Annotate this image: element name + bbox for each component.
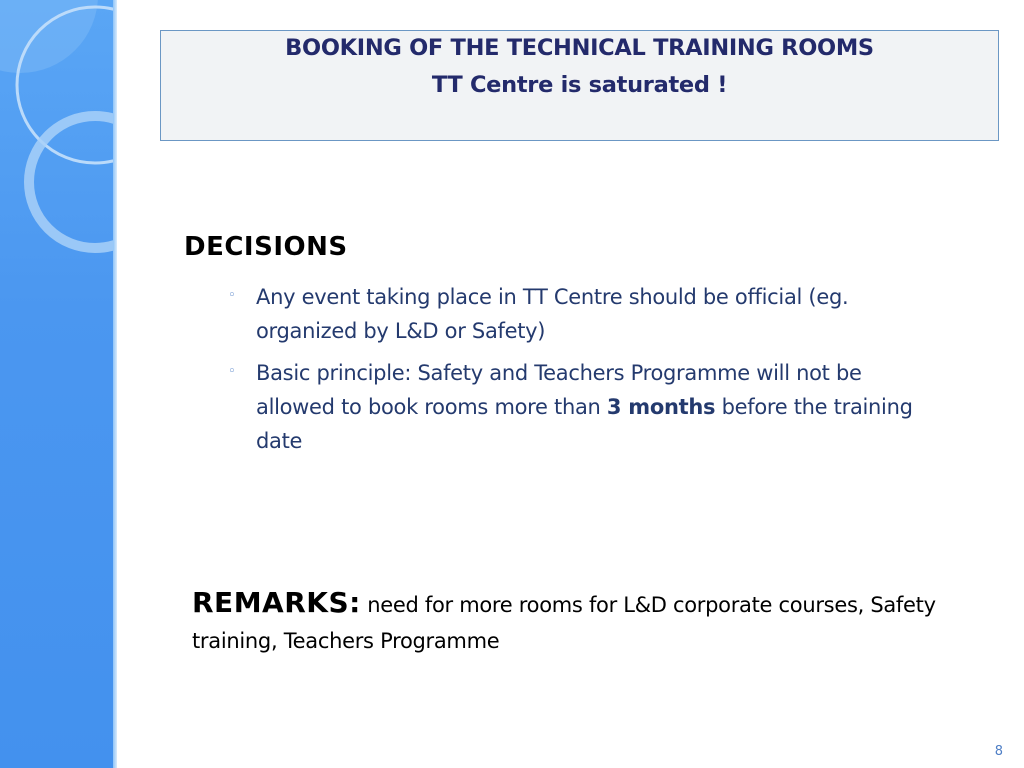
slide-title: BOOKING OF THE TECHNICAL TRAINING ROOMS [285, 35, 874, 61]
decorative-sidebar [0, 0, 113, 768]
remarks-text: need for more rooms for L&D corporate courses, Safety training, Teachers Programme [192, 593, 936, 653]
decision-item-2 [256, 356, 946, 458]
decisions-heading: DECISIONS [184, 232, 348, 262]
bullet-marker-2: ◦ [228, 364, 236, 379]
sidebar-edge-highlight [113, 0, 117, 768]
title-box [160, 30, 999, 141]
remarks-label: REMARKS: [192, 586, 361, 619]
remarks-paragraph [192, 585, 992, 659]
decision-item-1 [256, 280, 946, 348]
decision-item-1-text: Any event taking place in TT Centre should be official (eg. organized by L&D or Safety) [256, 285, 849, 343]
lower-ring [29, 116, 113, 248]
decision-item-2-text-end: before the training date [256, 395, 913, 453]
page-number: 8 [994, 744, 1003, 759]
sidebar-decorative-circles [0, 0, 113, 768]
slide-subtitle: TT Centre is saturated ! [431, 72, 728, 98]
decision-item-2-emphasis: 3 months [606, 395, 716, 419]
decision-item-2-text: Basic principle: Safety and Teachers Programme will not be allowed to book rooms more than [256, 361, 862, 419]
bullet-marker-1: ◦ [228, 288, 236, 303]
top-light-circle [0, 0, 98, 73]
